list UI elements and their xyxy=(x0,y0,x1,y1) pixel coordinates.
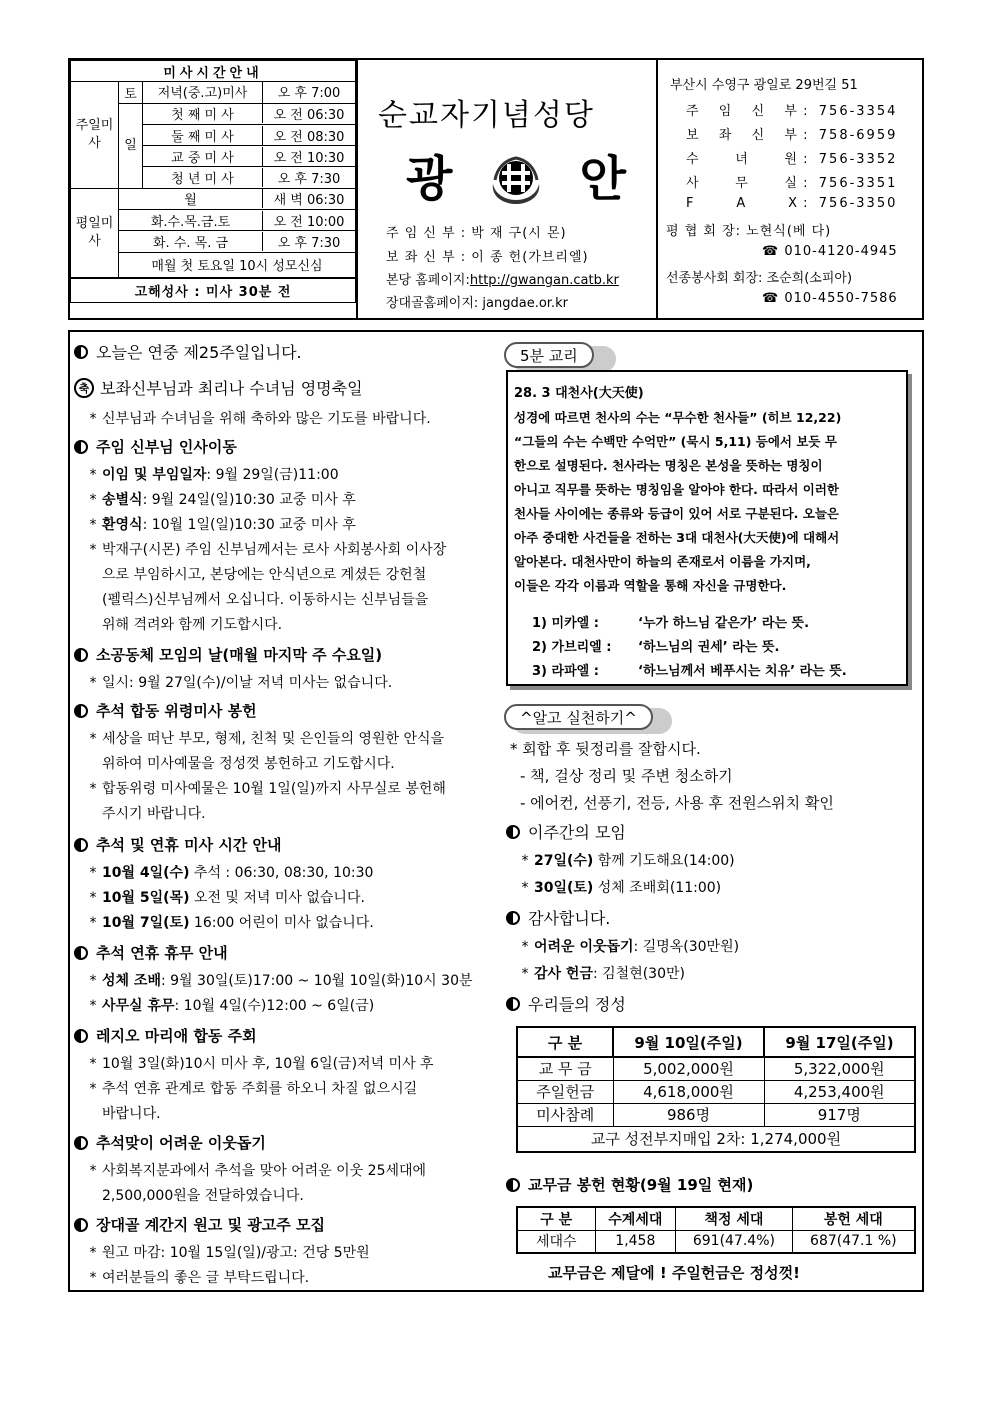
celebration-heading xyxy=(74,376,363,399)
mass-time: 오 전 06:30 xyxy=(273,108,345,124)
confession-note: 고해성사 : 미사 30분 전 xyxy=(71,278,356,302)
table-cell: 4,618,000원 xyxy=(613,1080,764,1103)
angel-name: 3) 라파엘 : xyxy=(532,664,599,679)
list-item-cont: 바랍니다. xyxy=(102,1106,161,1122)
church-name xyxy=(406,140,626,209)
half-circle-icon xyxy=(506,997,520,1011)
list-item-cont: (펠릭스)신부님께서 오십니다. 이동하시는 신부님들을 xyxy=(102,592,429,608)
gyori-tag: 5분 교리 xyxy=(504,342,594,368)
table-cell: 687(47.1 %) xyxy=(792,1230,915,1253)
church-address: 부산시 수영구 광일로 29번길 51 xyxy=(670,78,858,93)
list-item-cont: 위하여 미사예물을 정성껏 봉헌하고 기도합시다. xyxy=(102,756,395,772)
sunday-label: 일 xyxy=(119,103,143,188)
list-item-cont: 위해 격려와 함께 기도합시다. xyxy=(102,617,283,633)
list-item: * 감사 헌금: 김철현(30만) xyxy=(521,966,685,982)
table-cell: 주일헌금 xyxy=(517,1080,613,1103)
table-row xyxy=(517,1080,915,1103)
list-item: * 30일(토) 성체 조배회(11:00) xyxy=(521,880,722,896)
table-row xyxy=(517,1103,915,1126)
list-item: * 세상을 떠난 부모, 형제, 친척 및 은인들의 영원한 안식을 xyxy=(89,731,445,747)
angel-desc: ‘누가 하느님 같은가’ 라는 뜻. xyxy=(638,616,810,631)
service-president: 선종봉사회 회장: 조순희(소피아) xyxy=(666,271,853,286)
jangdae-homepage: 장대골홈페이지: jangdae.or.kr xyxy=(386,296,568,311)
mass-name: 교 중 미 사 xyxy=(143,147,263,166)
mass-schedule-title: 미사시간안내 xyxy=(71,61,356,82)
mass-time: 새 벽 06:30 xyxy=(273,193,345,209)
table-cell: 986명 xyxy=(613,1103,764,1126)
doctrine-box xyxy=(506,370,908,686)
offering-table xyxy=(516,1026,916,1153)
table-header: 9월 17일(주일) xyxy=(764,1027,915,1057)
contact-label: F A X xyxy=(686,196,798,211)
offering-heading: 우리들의 정성 xyxy=(506,992,626,1015)
council-president: 평 협 회 장: 노현식(베 다) xyxy=(666,224,832,239)
church-title-block xyxy=(358,60,658,318)
homepage-link[interactable]: http://gwangan.catb.kr xyxy=(469,273,619,288)
half-circle-icon xyxy=(74,838,88,852)
practice-item: - 에어컨, 선풍기, 전등, 사용 후 전원스위치 확인 xyxy=(520,794,834,812)
bulletin-body xyxy=(68,330,924,1292)
today-notice xyxy=(74,340,302,363)
table-row xyxy=(517,1057,915,1080)
half-circle-icon xyxy=(74,946,88,960)
doctrine-line: 천사들 사이에는 종류와 등급이 있어 서로 구분된다. 오늘은 xyxy=(514,506,840,521)
contact-row: 사 무 실 : 756-3351 xyxy=(686,172,897,191)
bulletin-header xyxy=(68,58,924,320)
contact-number: 756-3354 xyxy=(818,104,898,119)
list-item-cont: 으로 부임하시고, 본당에는 안식년으로 계셨든 강헌철 xyxy=(102,567,427,583)
memorial-heading: 추석 합동 위령미사 봉헌 xyxy=(74,700,257,721)
contact-label: 수 녀 원 xyxy=(686,152,798,167)
list-item: * 27일(수) 함께 기도해요(14:00) xyxy=(521,853,735,869)
contact-row: 보 좌 신 부 : 758-6959 xyxy=(686,124,897,143)
angel-name: 1) 미카엘 : xyxy=(532,616,599,631)
mass-name: 첫 째 미 사 xyxy=(143,104,263,123)
dues-table xyxy=(516,1206,916,1254)
contact-row: 주 임 신 부 : 756-3354 xyxy=(686,100,897,119)
half-circle-icon xyxy=(506,825,520,839)
mass-time: 오 전 08:30 xyxy=(273,129,345,145)
neighbor-heading: 추석맞이 어려운 이웃돕기 xyxy=(74,1132,266,1153)
table-cell: 미사참례 xyxy=(517,1103,613,1126)
contact-row: F A X : 756-3350 xyxy=(686,196,898,211)
list-item: * 어려운 이웃돕기: 길명옥(30만원) xyxy=(521,939,740,955)
closure-heading: 추석 연휴 휴무 안내 xyxy=(74,942,228,963)
contact-label: 주 임 신 부 xyxy=(686,104,798,119)
doctrine-line: 성경에 따르면 천사의 수는 “무수한 천사들” (히브 12,22) xyxy=(514,410,842,425)
meeting-heading: 이주간의 모임 xyxy=(506,820,626,843)
table-header: 9월 10일(주일) xyxy=(613,1027,764,1057)
contact-block xyxy=(658,60,924,318)
mass-name: 저녁(중.고)미사 xyxy=(143,82,263,102)
doctrine-line: 이들은 각각 이름과 역할을 통해 자신을 규명한다. xyxy=(514,578,787,593)
contact-number: 756-3351 xyxy=(818,176,898,191)
table-row xyxy=(517,1230,915,1253)
list-item: * 10월 4일(수) 추석 : 06:30, 08:30, 10:30 xyxy=(89,865,374,881)
mass-name: 화. 수. 목. 금 xyxy=(119,232,263,251)
table-cell: 917명 xyxy=(764,1103,915,1126)
half-circle-icon xyxy=(506,1178,520,1192)
dues-heading: 교무금 봉헌 현황(9월 19일 현재) xyxy=(506,1174,753,1195)
celebration-title: 보좌신부님과 최리나 수녀님 영명축일 xyxy=(100,379,363,398)
first-saturday-note: 매월 첫 토요일 10시 성모신심 xyxy=(119,252,356,278)
mass-name: 둘 째 미 사 xyxy=(143,126,263,145)
list-item: * 원고 마감: 10월 15일(일)/광고: 건당 5만원 xyxy=(89,1245,370,1261)
list-item: * 추석 연휴 관계로 합동 주회를 하오니 차질 없으시길 xyxy=(89,1081,418,1097)
contact-row: 수 녀 원 : 756-3352 xyxy=(686,148,897,167)
list-item: * 합동위령 미사예물은 10월 1일(일)까지 사무실로 봉헌해 xyxy=(89,781,446,797)
table-cell: 5,002,000원 xyxy=(613,1057,764,1080)
sunday-mass-label: 주일미사 xyxy=(71,82,119,188)
half-circle-icon xyxy=(74,1218,88,1232)
homepage-label: 본당 홈페이지: xyxy=(386,273,470,288)
doctrine-line: 아니고 직무를 뜻하는 명칭임을 알아야 한다. 따라서 이러한 xyxy=(514,482,840,497)
thanks-heading: 감사합니다. xyxy=(506,906,610,929)
half-circle-icon xyxy=(74,648,88,662)
assistant-pastor-name: 보 좌 신 부 : 이 종 헌(가브리엘) xyxy=(386,250,589,265)
mass-name: 화.수.목.금.토 xyxy=(119,211,263,230)
list-item: * 이임 및 부임일자: 9월 29일(금)11:00 xyxy=(89,467,339,483)
list-item: * 10월 3일(화)10시 미사 후, 10월 6일(금)저녁 미사 후 xyxy=(89,1056,434,1072)
list-item: * 사회복지분과에서 추석을 맞아 어려운 이웃 25세대에 xyxy=(89,1163,427,1179)
doctrine-line: “그들의 수는 수백만 수억만” (묵시 5,11) 등에서 보듯 무 xyxy=(514,434,837,449)
half-circle-icon xyxy=(74,440,88,454)
pastor-name: 주 임 신 부 : 박 재 구(시 몬) xyxy=(386,226,567,241)
doctrine-line: 아주 중대한 사건들을 전하는 3대 대천사(大天使)에 대해서 xyxy=(514,530,840,545)
mass-time: 오 후 7:30 xyxy=(277,236,341,252)
list-item: * 일시: 9월 27일(수)/이날 저녁 미사는 없습니다. xyxy=(89,675,393,691)
doctrine-line: 한으로 설명된다. 천사라는 명칭은 본성을 뜻하는 명칭이 xyxy=(514,458,823,473)
table-cell: 4,253,400원 xyxy=(764,1080,915,1103)
homepage-line xyxy=(386,269,619,288)
half-circle-icon xyxy=(74,1029,88,1043)
list-item: * 박재구(시몬) 주임 신부님께서는 로사 사회봉사회 이사장 xyxy=(89,542,447,558)
mass-time: 오 후 7:30 xyxy=(277,172,341,188)
angel-desc: ‘하느님께서 베푸시는 치유’ 라는 뜻. xyxy=(638,664,847,679)
table-header: 봉헌 세대 xyxy=(792,1207,915,1230)
practice-tag: ^알고 실천하기^ xyxy=(504,704,653,730)
half-circle-icon xyxy=(74,1136,88,1150)
emblem-icon xyxy=(485,144,547,206)
table-cell: 5,322,000원 xyxy=(764,1057,915,1080)
table-cell: 1,458 xyxy=(595,1230,676,1253)
half-circle-icon xyxy=(506,911,520,925)
list-item-cont: 주시기 바랍니다. xyxy=(102,806,206,822)
table-header: 책정 세대 xyxy=(676,1207,792,1230)
contact-number: 756-3352 xyxy=(818,152,898,167)
table-header: 구 분 xyxy=(517,1027,613,1057)
list-item: * 10월 5일(목) 오전 및 저녁 미사 없습니다. xyxy=(89,890,365,906)
list-item: * 여러분들의 좋은 글 부탁드립니다. xyxy=(89,1270,310,1286)
list-item: * 환영식: 10월 1일(일)10:30 교중 미사 후 xyxy=(89,517,356,533)
doctrine-line: 알아본다. 대천사만이 하늘의 존재로서 이름을 가지며, xyxy=(514,554,811,569)
offering-footer: 교구 성전부지매입 2차: 1,274,000원 xyxy=(517,1126,915,1152)
practice-item: - 책, 걸상 정리 및 주변 청소하기 xyxy=(520,767,733,785)
council-phone: ☎ 010-4120-4945 xyxy=(762,244,898,259)
recruit-heading: 장대골 계간지 원고 및 광고주 모집 xyxy=(74,1214,325,1235)
community-heading: 소공동체 모임의 날(매월 마지막 주 수요일) xyxy=(74,644,382,665)
table-cell: 세대수 xyxy=(517,1230,595,1253)
contact-label: 보 좌 신 부 xyxy=(686,128,798,143)
transfer-heading: 주임 신부님 인사이동 xyxy=(74,436,237,457)
holiday-mass-heading: 추석 및 연휴 미사 시간 안내 xyxy=(74,834,282,855)
contact-number: 758-6959 xyxy=(818,128,898,143)
list-item: * 송별식: 9월 24일(일)10:30 교중 미사 후 xyxy=(89,492,356,508)
church-name-left: 광 xyxy=(406,151,453,207)
list-item: * 신부님과 수녀님을 위해 축하와 많은 기도를 바랍니다. xyxy=(89,411,431,427)
mass-name: 청 년 미 사 xyxy=(143,168,263,187)
service-phone: ☎ 010-4550-7586 xyxy=(762,291,898,306)
table-cell: 691(47.4%) xyxy=(676,1230,792,1253)
celebration-icon: 축 xyxy=(74,378,94,398)
half-circle-icon xyxy=(74,345,88,359)
list-item: * 성체 조배: 9월 30일(토)17:00 ~ 10월 10일(화)10시 30분 xyxy=(89,973,473,989)
angel-desc: ‘하느님의 권세’ 라는 뜻. xyxy=(638,640,780,655)
contact-label: 사 무 실 xyxy=(686,176,798,191)
angel-name: 2) 가브리엘 : xyxy=(532,640,612,655)
mass-time: 오 후 7:00 xyxy=(277,86,341,102)
list-item: * 10월 7일(토) 16:00 어린이 미사 없습니다. xyxy=(89,915,374,931)
table-header: 수계세대 xyxy=(595,1207,676,1230)
saturday-label: 토 xyxy=(119,82,143,103)
mass-time: 오 전 10:00 xyxy=(273,214,345,230)
mass-schedule-table xyxy=(70,60,356,303)
list-item: * 사무실 휴무: 10월 4일(수)12:00 ~ 6일(금) xyxy=(89,998,375,1014)
half-circle-icon xyxy=(74,704,88,718)
church-name-right: 안 xyxy=(579,151,626,207)
dues-slogan: 교무금은 제달에 ! 주일헌금은 정성껏! xyxy=(548,1264,800,1282)
table-header: 구 분 xyxy=(517,1207,595,1230)
mass-name: 월 xyxy=(119,189,263,208)
contact-number: 756-3350 xyxy=(818,196,898,211)
church-subtitle: 순교자기념성당 xyxy=(378,98,595,133)
mass-time: 오 전 10:30 xyxy=(273,150,345,166)
weekday-mass-label: 평일미사 xyxy=(71,188,119,278)
doctrine-title: 28. 3 대천사(大天使) xyxy=(514,386,644,401)
mass-schedule xyxy=(70,60,358,318)
table-cell: 교 무 금 xyxy=(517,1057,613,1080)
list-item-cont: 2,500,000원을 전달하였습니다. xyxy=(102,1188,304,1204)
today-text: 오늘은 연중 제25주일입니다. xyxy=(96,343,302,362)
practice-item: * 회합 후 뒷정리를 잘합시다. xyxy=(510,740,701,758)
legio-heading: 레지오 마리애 합동 주회 xyxy=(74,1025,257,1046)
